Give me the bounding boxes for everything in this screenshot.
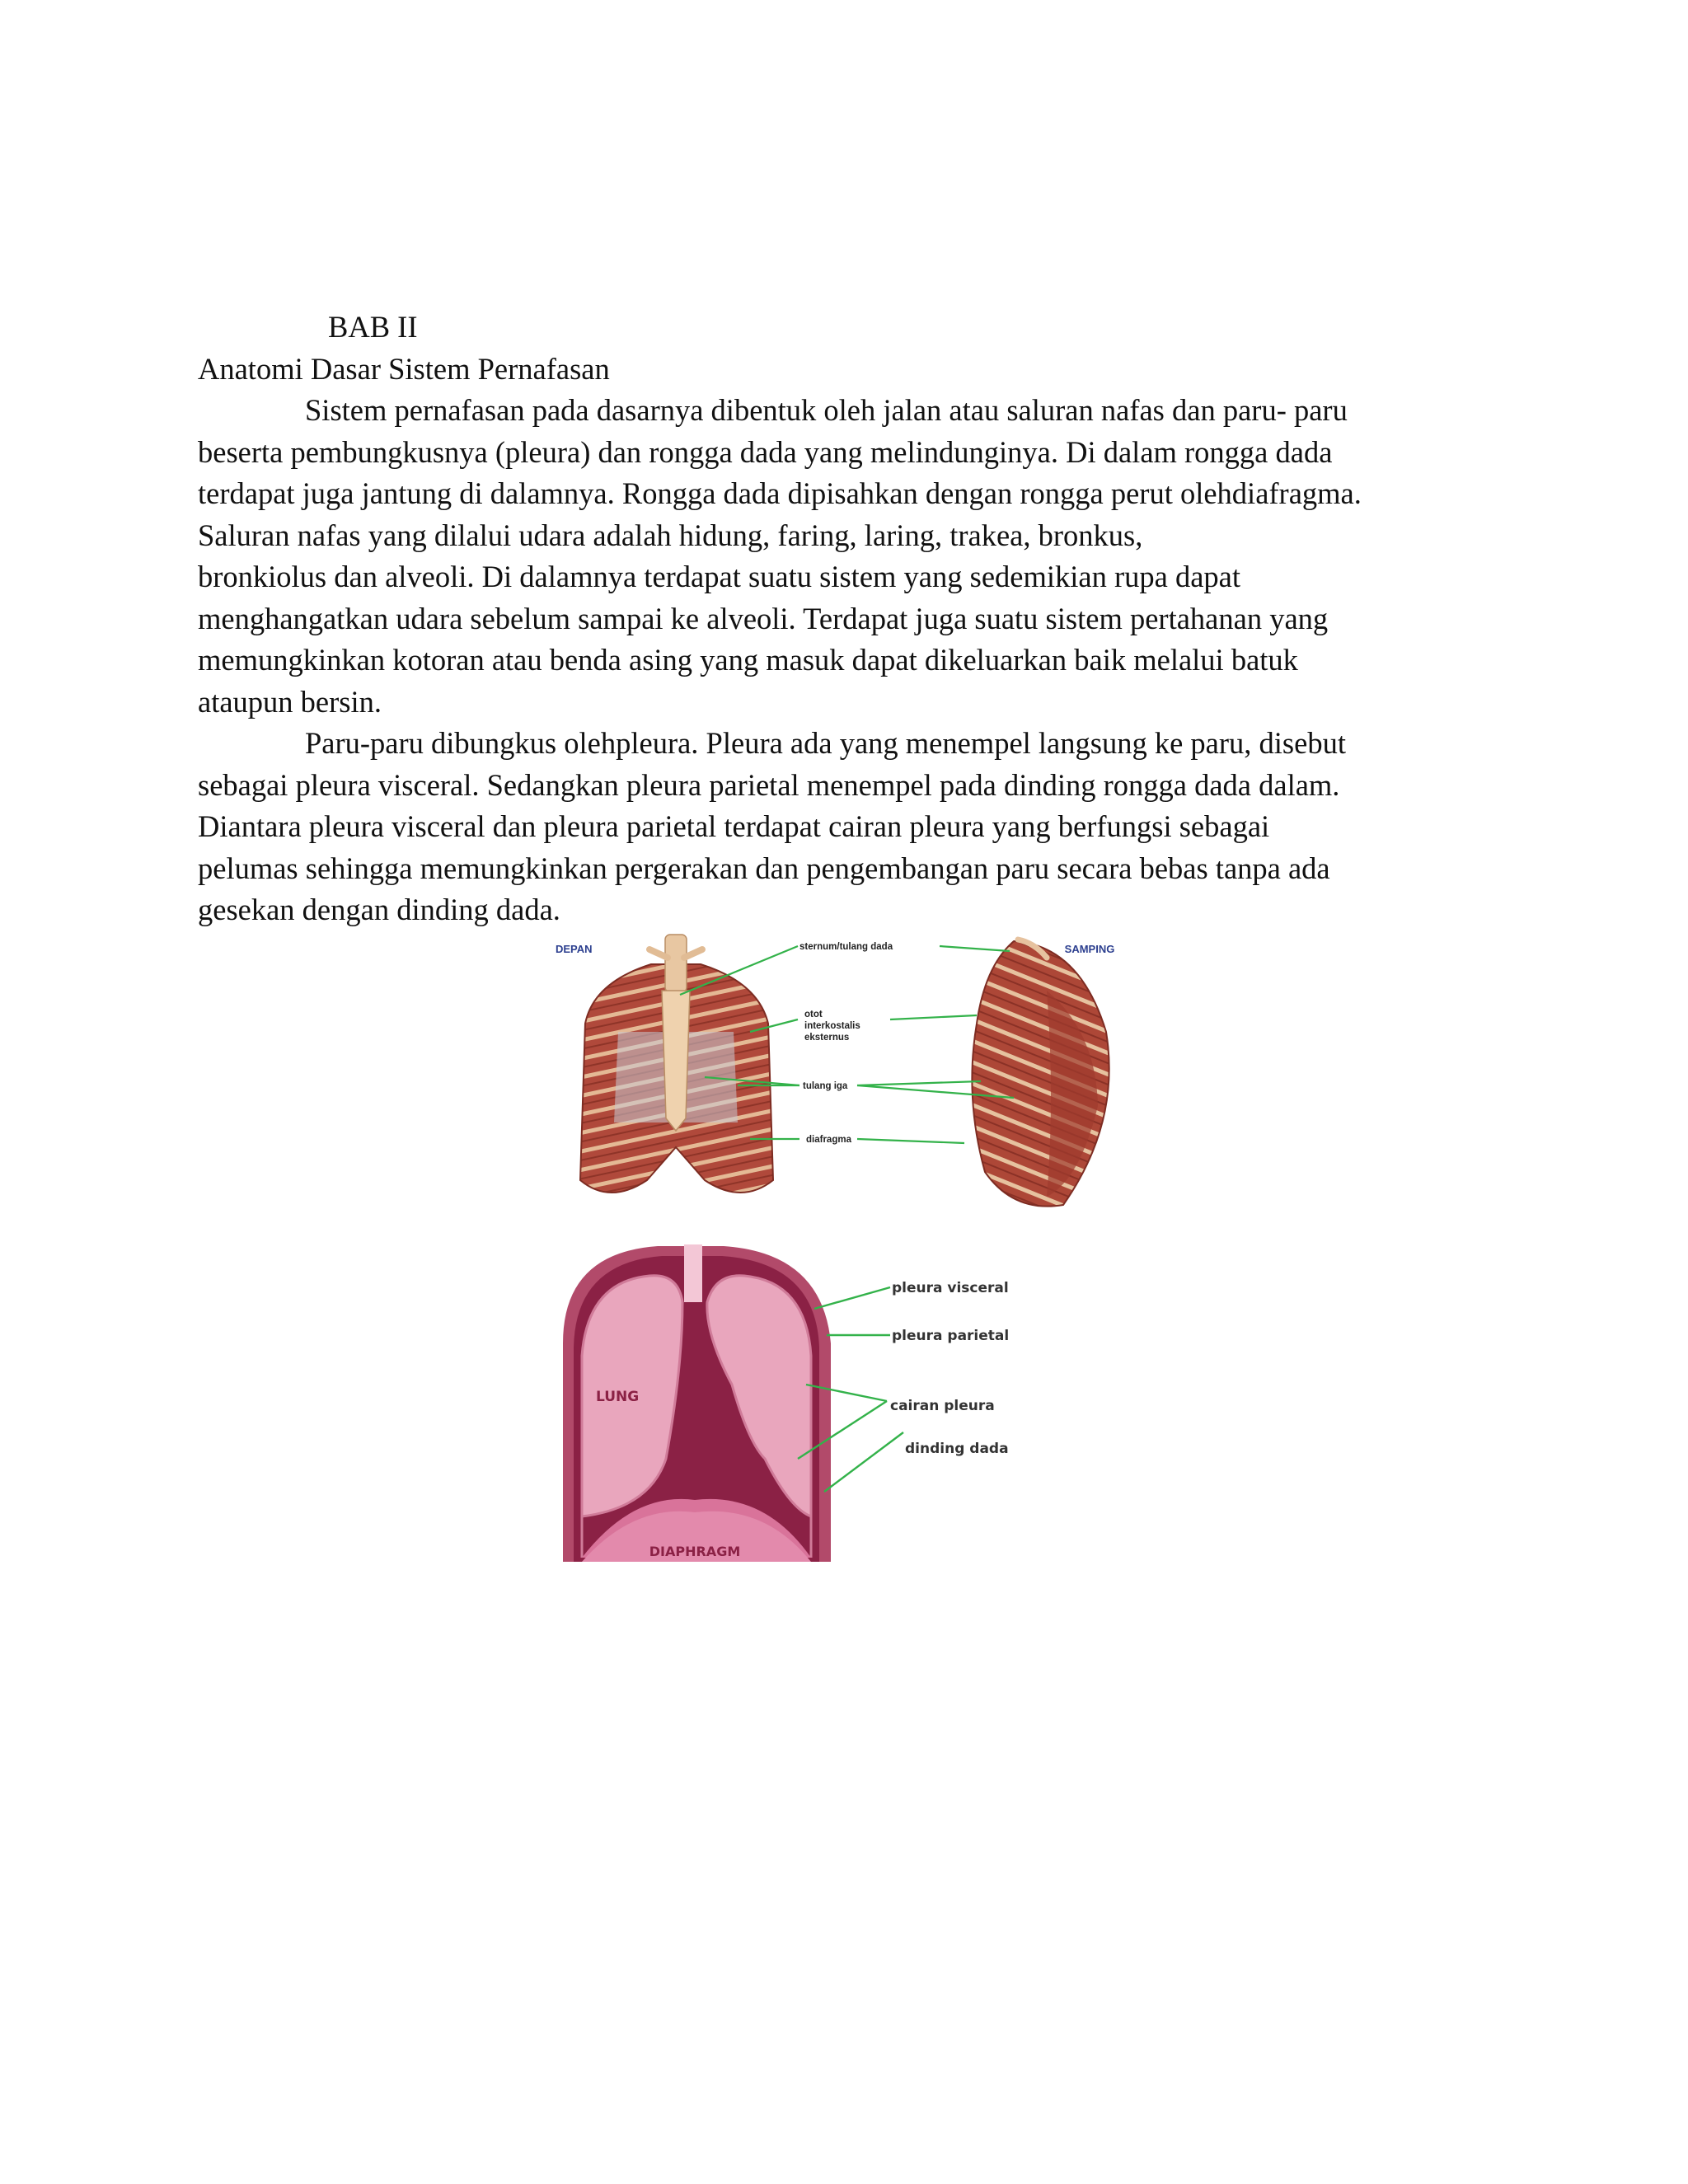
paragraph2-line: Paru-paru dibungkus olehpleura. Pleura ada yang menempel langsung ke paru, disebut <box>305 726 1346 760</box>
paragraph2-line: Diantara pleura visceral dan pleura parietal terdapat cairan pleura yang berfungsi sebagai <box>198 809 1270 843</box>
paragraph1-line: menghangatkan udara sebelum sampai ke alveoli. Terdapat juga suatu sistem pertahanan yang <box>198 601 1329 635</box>
paragraph1-line: Sistem pernafasan pada dasarnya dibentuk oleh jalan atau saluran nafas dan paru- paru <box>305 393 1348 427</box>
ribs-label: tulang iga <box>803 1081 848 1091</box>
muscle-label-line1: otot <box>804 1010 823 1019</box>
chapter-heading: BAB II <box>328 310 418 344</box>
front-ribcage-illustration <box>580 935 773 1193</box>
diaphragm-label-top: diafragma <box>806 1135 851 1145</box>
paragraph1-line: Saluran nafas yang dilalui udara adalah hidung, faring, laring, trakea, bronkus, <box>198 518 1143 552</box>
paragraph1-line: memungkinkan kotoran atau benda asing yang masuk dapat dikeluarkan baik melalui batuk <box>198 643 1298 677</box>
lung-label: LUNG <box>596 1389 640 1405</box>
paragraph2-line: pelumas sehingga memungkinkan pergerakan dan pengembangan paru secara bebas tanpa ada <box>198 851 1330 885</box>
pleura-visceral-label: pleura visceral <box>892 1280 1009 1296</box>
sternum-label: sternum/tulang dada <box>799 942 893 952</box>
paragraph1-line: bronkiolus dan alveoli. Di dalamnya terdapat suatu sistem yang sedemikian rupa dapat <box>198 560 1240 593</box>
section-title: Anatomi Dasar Sistem Pernafasan <box>198 351 610 386</box>
paragraph1-line: beserta pembungkusnya (pleura) dan rongga dada yang melindunginya. Di dalam rongga dada <box>198 434 1333 469</box>
document-text <box>198 307 1500 931</box>
ribcage-figure <box>552 933 1129 1221</box>
pleura-parietal-label: pleura parietal <box>892 1328 1010 1344</box>
diaphragm-label-bottom: DIAPHRAGM <box>649 1544 741 1559</box>
muscle-label-line2: interkostalis <box>804 1021 860 1031</box>
pleural-fluid-label: cairan pleura <box>890 1398 995 1414</box>
paragraph2-line: sebagai pleura visceral. Sedangkan pleura parietal menempel pada dinding rongga dada dalam. <box>198 767 1340 802</box>
muscle-label-line3: eksternus <box>804 1033 850 1043</box>
paragraph1-line: terdapat juga jantung di dalamnya. Rongga dada dipisahkan dengan rongga perut olehdiafragma. <box>198 476 1362 510</box>
side-ribcage-illustration <box>972 940 1109 1207</box>
paragraph2-line: gesekan dengan dinding dada. <box>198 893 560 926</box>
paragraph1-line: ataupun bersin. <box>198 684 382 719</box>
pleura-figure <box>559 1244 1053 1562</box>
view-front-label: DEPAN <box>556 943 593 955</box>
view-side-label: SAMPING <box>1064 943 1115 955</box>
chest-wall-label: dinding dada <box>905 1441 1009 1457</box>
